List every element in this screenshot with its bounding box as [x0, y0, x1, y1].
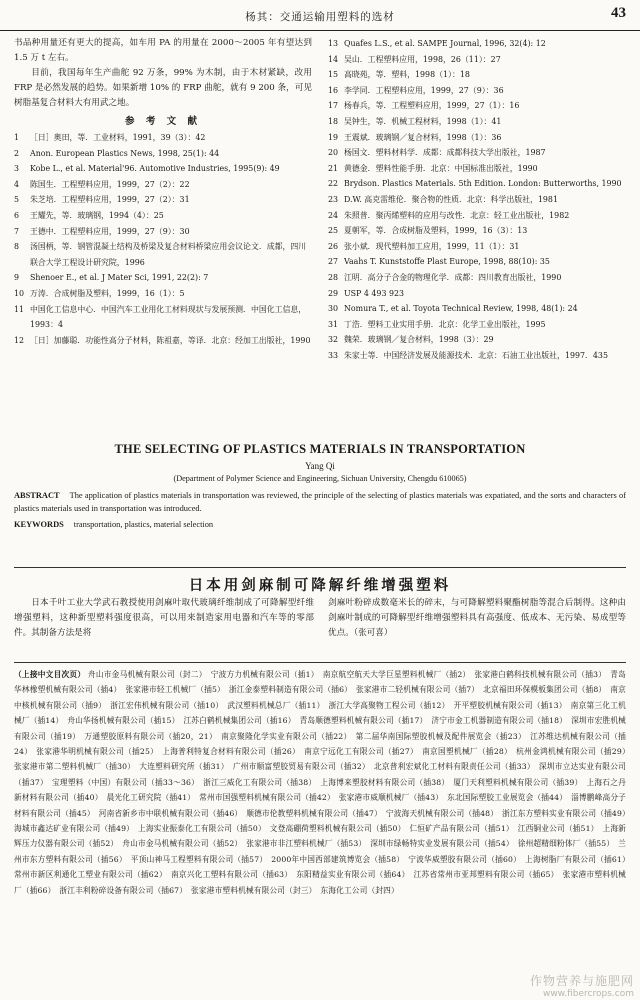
- abstract-text: The application of plastics materials in transportation was reviewed, the principle of the selecting of plastics materials was expatiated, and the sorts and characters of plastics materials used in transportation was introduced.: [14, 491, 626, 513]
- body-paragraph: 书品种用量还有更大的提高，如车用 PA 的用量在 2000～2005 年有望达到 1.5 万 t 左右。: [14, 38, 312, 63]
- reference-text: ［日］加藤聪．功能性高分子材料，陈祖嘉，等译．北京：经加工出版社，1990: [30, 335, 311, 345]
- reference-item: [328, 223, 628, 239]
- reference-text: 万涛．合成树脂及塑料，1999，16（1）：5: [30, 288, 185, 298]
- reference-text: 黄德金．塑料性能手册．北京：中国标准出版社，1990: [344, 163, 538, 173]
- reference-number: 32: [328, 335, 339, 345]
- reference-number: 5: [14, 195, 20, 205]
- reference-text: 中国化工信息中心．中国汽车工业用化工材料现状与发展预测．中国化工信息，1993：4: [30, 304, 307, 330]
- left-column: [14, 36, 312, 348]
- reference-number: 33: [328, 350, 339, 360]
- reference-number: 19: [328, 132, 339, 142]
- reference-number: 14: [328, 54, 339, 64]
- reference-text: 吴钟生，等．机械工程材料，1998（1）：41: [344, 116, 502, 126]
- reference-item: [328, 98, 628, 114]
- watermark-site-name: 作物营养与施肥网: [529, 974, 634, 988]
- reference-number: 12: [14, 335, 25, 345]
- page-number: 43: [611, 5, 626, 21]
- news-text-right: 剑麻叶粉碎成数毫米长的碎末，与可降解塑料聚酯树脂等混合后制得。这种由剑麻叶制成的可降解型纤维增强塑料具有高强度、低成本、无污染、易成型等优点。（张可喜）: [328, 598, 626, 638]
- reference-number: 1: [14, 133, 20, 142]
- site-watermark: [530, 972, 634, 999]
- reference-text: 江明．高分子合金的物理化学．成都：四川教育出版社，1990: [344, 272, 562, 282]
- advertiser-index-text: 舟山市金马机械有限公司（封二） 宁波方力机械有限公司（插1） 南京航空航天大学巨星塑料机械厂（插2） 张家港白鹤科技机械有限公司（插3） 青岛华林橡塑机械有限公司（插4） 张家港市轻工机械厂（插5） 浙江金泰塑料制造有限公司（插6） 张家港市二轻机械有限公司（插7） 北京福田环保模板集团公司（插8） 南京中核机械有限公司（插9） 浙江宏伟机械有限公司（插10） 武汉塑料机械总厂（插11） 浙江大学高聚物工程公司（插12） 开平塑胶机械有限公司（插13） 南京第三化工机械厂（插14） 舟山华扬机械有限公司（插15） 江苏白鹤机械集团公司（插16） 青岛顺德塑料机械有限公司（插17） 济宁市金工机器制造有限公司（插18） 深圳市宏胜机械有限公司（插19） 万通塑胶原料有限公司（插20，21） 南京聚隆化学实业有限公司（插22） 第二届华南国际塑胶机械及配件展览会（插23） 江苏维达机械有限公司（插24） 张家港华明机械有限公司（插25） 上海普利特复合材料有限公司（插26） 南京宁远化工有限公司（插27） 南京国塑机械厂（插28） 杭州金鸿机械有限公司（插29） 张家港市第二塑料机械厂（插30） 大连塑料研究所（插31） 广州市顺富塑胶贸易有限公司（插32） 北京普利宏斌化工材料有限责任公司（插33） 深圳市立达实业有限公司（插37） 宝理塑料（中国）有限公司（插33～36） 浙江三威化工有限公司（插38） 上海博来塑胶材料有限公司（插38） 厦门天利塑料机械有限公司（插39） 上海石之丹新材料有限公司（插40） 晨光化工研究院（插41） 常州市国强塑料机械有限公司（插42） 张家港市威顺机械厂（插43） 东北国际塑胶工业展览会（插44） 淄博鹏峰高分子材料有限公司（插45） 河南省新乡市中联机械有限公司（插46） 顺德市伦教塑料机械有限公司（插47） 宁波海天机械有限公司（插48） 浙江东方塑料实业有限公司（插49） 海城市鑫达矿业有限公司（插49） 上海实业振泰化工有限公司（插50） 文登高硼荷塑料机械有限公司（插50） 仁恒矿产品有限公司（插51） 江西铜业公司（插51） 上海新辉压力仪器有限公司（插52） 舟山市金马机械有限公司（插52） 张家港市非江塑料机械厂（插53） 深圳市绿畅特实业发展有限公司（插54） 徐州超精细粉体厂（插55） 兰州市东方塑料有限公司（插56） 平顶山神马工程塑料有限公司（插57） 2000年中国西部建筑博览会（插58） 宁波华威塑胶有限公司（插60） 上海树脂厂有限公司（插61） 常州市新区利通化工塑业有限公司（插62） 南京兴化工塑料有限公司（插63） 东阳精益实业有限公司（插64） 江苏省常州市亚邦塑料有限公司（插65） 张家港市塑料机械厂（插66） 浙江丰利粉碎设备有限公司（插67） 张家港市塑料机械有限公司（封三） 东海化工公司（封四）: [14, 670, 634, 895]
- reference-number: 20: [328, 148, 339, 158]
- reference-item: [328, 161, 628, 177]
- reference-item: [328, 301, 628, 317]
- reference-number: 21: [328, 163, 339, 173]
- reference-text: 陈国生．工程塑料应用，1999，27（2）：22: [30, 179, 190, 189]
- reference-text: Shenoer E., et al. J Mater Sci, 1991, 22(2): 7: [30, 273, 209, 283]
- reference-text: 汤国柄，等．钢管混凝土结构及桥梁及复合材料桥梁应用会议论文．成都，四川联合大学工程设计研究院，1996: [30, 242, 307, 267]
- reference-number: 24: [328, 210, 339, 220]
- reference-item: [14, 208, 312, 224]
- reference-number: 13: [328, 39, 339, 48]
- reference-number: 22: [328, 179, 339, 189]
- reference-number: 8: [14, 242, 20, 252]
- reference-item: [328, 208, 628, 224]
- right-column: [328, 36, 628, 363]
- reference-item: [328, 130, 628, 146]
- english-title: THE SELECTING OF PLASTICS MATERIALS IN TRANSPORTATION: [114, 442, 526, 456]
- reference-text: 朱芝培．工程塑料应用，1999，27（2）：31: [30, 195, 190, 205]
- reference-number: 28: [328, 272, 339, 282]
- reference-number: 4: [14, 179, 20, 189]
- reference-item: [14, 146, 312, 162]
- keywords-label: KEYWORDS: [14, 520, 64, 529]
- body-paragraph: 目前，我国每年生产曲舵 92 万条，99% 为木制，由于木材紧缺，改用 FRP 是必然发展的趋势。如果新增 10% 的 FRP 曲舵，就有 9 200 条，可见树脂基复合材料大有用武之地。: [14, 68, 312, 108]
- reference-number: 10: [14, 288, 25, 298]
- reference-text: Vaahs T. Kunststoffe Plast Europe, 1998, 88(10): 35: [344, 257, 550, 267]
- reference-item: [328, 317, 628, 333]
- english-affiliation: (Department of Polymer Science and Engineering, Sichuan University, Chengdu 610065): [173, 474, 467, 483]
- english-author: Yang Qi: [305, 461, 335, 471]
- reference-number: 31: [328, 319, 339, 329]
- reference-text: 魏荣．玻璃钢／复合材料，1998（3）：29: [344, 335, 494, 345]
- running-header: [0, 0, 640, 31]
- reference-text: Brydson. Plastics Materials. 5th Edition. London: Butterworths, 1990: [344, 179, 622, 189]
- reference-item: [328, 67, 628, 83]
- reference-item: [328, 192, 628, 208]
- reference-item: [14, 302, 312, 333]
- reference-text: Nomura T., et al. Toyota Technical Review, 1998, 48(1): 24: [344, 304, 578, 314]
- advertiser-index: [14, 667, 634, 898]
- reference-text: 杨春兵，等．工程塑料应用，1999，27（1）：16: [344, 101, 520, 111]
- reference-text: 夏朝军，等．合成树脂及塑料，1999，16（3）：13: [344, 226, 528, 236]
- english-abstract-block: [14, 442, 626, 529]
- reference-item: [14, 130, 312, 146]
- reference-item: [328, 270, 628, 286]
- reference-item: [328, 286, 628, 302]
- reference-text: USP 4 493 923: [344, 288, 405, 298]
- reference-number: 11: [14, 304, 25, 314]
- reference-number: 27: [328, 257, 339, 267]
- reference-number: 18: [328, 116, 339, 126]
- reference-number: 25: [328, 226, 339, 236]
- running-title: 杨其：交通运输用塑料的选材: [245, 11, 395, 23]
- reference-number: 16: [328, 85, 339, 95]
- abstract: [14, 489, 626, 515]
- reference-text: 王德中．工程塑料应用，1999，27（9）：30: [30, 226, 190, 236]
- reference-text: 张小斌．现代塑料加工应用，1999，11（1）：31: [344, 241, 520, 251]
- reference-item: [14, 177, 312, 193]
- reference-text: ［日］奥田，等．工业材料，1991，39（3）：42: [30, 133, 206, 142]
- reference-text: 杨国文．塑料材料学．成都：成都科技大学出版社，1987: [344, 148, 546, 158]
- reference-number: 3: [14, 164, 20, 174]
- reference-item: [328, 83, 628, 99]
- news-title: 日本用剑麻制可降解纤维增强塑料: [188, 578, 452, 594]
- reference-text: Kobe L., et al. Material'96. Automotive Industries, 1995(9): 49: [30, 164, 280, 174]
- reference-item: [328, 239, 628, 255]
- news-text-left: 日本千叶工业大学武石教授使用剑麻叶取代玻璃纤维制成了可降解型纤维增强塑料，这种新型塑料强度很高，可以用来制造家用电器和汽车等的零部件。其制备方法是将: [14, 598, 314, 638]
- reference-text: 高晓苑，等．塑料，1998（1）：18: [344, 70, 470, 80]
- reference-item: [328, 52, 628, 68]
- reference-number: 23: [328, 194, 339, 204]
- reference-item: [328, 332, 628, 348]
- abstract-label: ABSTRACT: [14, 491, 60, 500]
- reference-text: Quafes L.S., et al. SAMPE Journal, 1996, 32(4): 12: [344, 39, 546, 48]
- reference-list-right: [328, 36, 628, 363]
- reference-item: [14, 333, 312, 349]
- reference-list-left: [14, 130, 312, 348]
- reference-item: [14, 270, 312, 286]
- reference-number: 15: [328, 70, 339, 80]
- reference-number: 26: [328, 241, 339, 251]
- reference-item: [328, 176, 628, 192]
- reference-item: [328, 36, 628, 52]
- reference-text: 李学同．工程塑料应用，1999，27（9）：36: [344, 85, 504, 95]
- divider-rule: [14, 662, 626, 663]
- reference-item: [328, 254, 628, 270]
- reference-number: 6: [14, 210, 20, 220]
- reference-text: 王震斌．玻璃钢／复合材料，1998（1）：36: [344, 132, 502, 142]
- reference-text: 王耀先，等．玻璃钢，1994（4）：25: [30, 210, 164, 220]
- reference-number: 17: [328, 101, 339, 111]
- reference-item: [328, 145, 628, 161]
- keywords: [14, 520, 626, 529]
- advertiser-index-heading: （上接中文目次页）: [14, 670, 86, 679]
- reference-text: 吴山．工程塑料应用，1998，26（11）：27: [344, 54, 501, 64]
- reference-text: D.W. 高克雷维伦．聚合物的性质．北京：科学出版社，1981: [344, 194, 558, 204]
- reference-text: 丁浩．塑料工业实用手册．北京：化学工业出版社，1995: [344, 319, 546, 329]
- reference-item: [14, 192, 312, 208]
- reference-item: [14, 161, 312, 177]
- reference-number: 30: [328, 304, 339, 314]
- reference-item: [14, 286, 312, 302]
- reference-text: Anon. European Plastics News, 1998, 25(1): 44: [30, 148, 220, 158]
- watermark-url: www.fibercrops.com: [543, 989, 634, 999]
- reference-item: [14, 239, 312, 270]
- keywords-text: transportation, plastics, material selection: [73, 520, 214, 529]
- reference-item: [328, 348, 628, 364]
- reference-number: 29: [328, 288, 339, 298]
- reference-item: [328, 114, 628, 130]
- reference-number: 9: [14, 273, 20, 283]
- divider-rule: [14, 567, 626, 568]
- references-heading: 参 考 文 献: [125, 116, 201, 127]
- reference-item: [14, 224, 312, 240]
- reference-text: 朱照普．聚丙烯塑料的应用与改性．北京：轻工业出版社，1982: [344, 210, 570, 220]
- reference-number: 2: [14, 148, 20, 158]
- reference-text: 朱家士等．中国经济发展及能源技术．北京：石油工业出版社，1997．435: [344, 350, 608, 360]
- reference-number: 7: [14, 226, 20, 236]
